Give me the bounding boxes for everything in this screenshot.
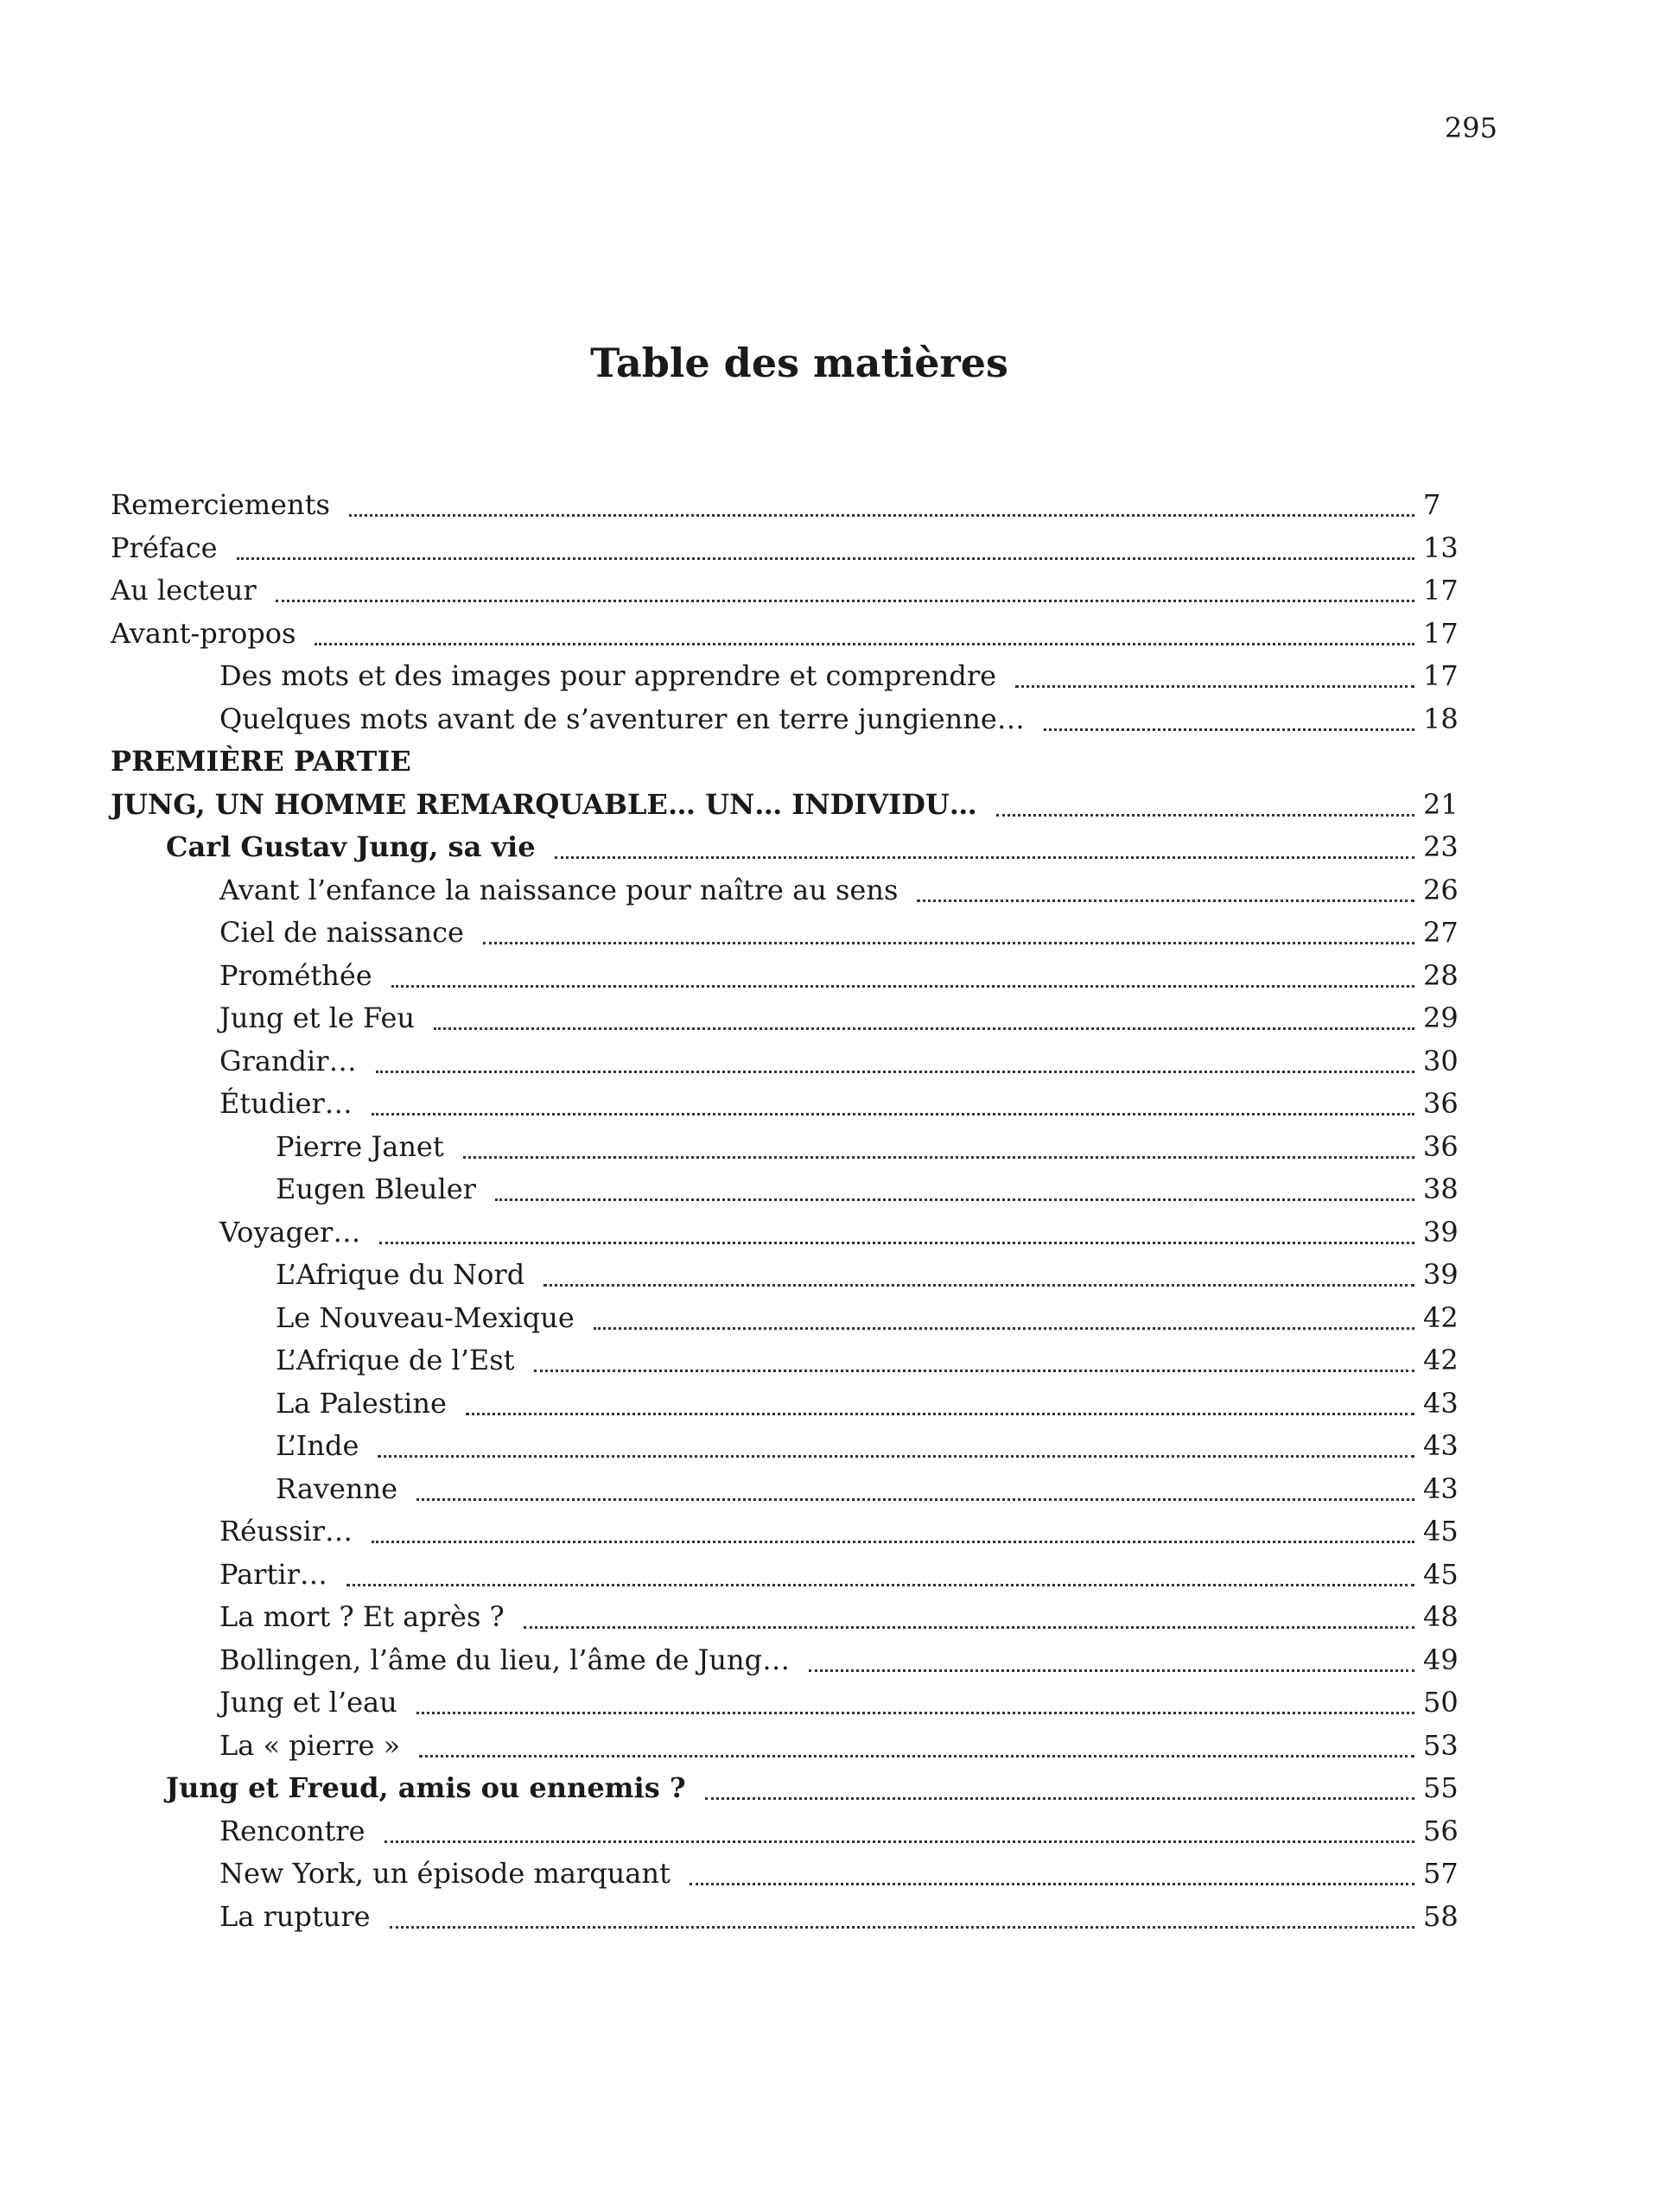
toc-entry-page: 45 xyxy=(1423,1557,1459,1591)
toc-entry-label: L’Afrique de l’Est xyxy=(276,1344,515,1376)
toc-entry[interactable] xyxy=(111,1853,1461,1896)
page-number: 295 xyxy=(1444,111,1497,144)
toc-entry-label: Partir… xyxy=(219,1557,327,1591)
toc-entry[interactable] xyxy=(111,1297,1461,1340)
toc-entry[interactable] xyxy=(111,955,1461,998)
toc-entry-page: 30 xyxy=(1423,1044,1459,1077)
dot-leader xyxy=(391,985,1414,988)
dot-leader xyxy=(349,514,1414,517)
toc-entry-label: JUNG, UN HOMME REMARQUABLE… UN… INDIVIDU… xyxy=(111,787,977,821)
toc-entry-label: La « pierre » xyxy=(219,1728,401,1762)
toc-entry[interactable] xyxy=(111,1681,1461,1725)
dot-leader xyxy=(385,1840,1414,1843)
toc-entry-label: L’Inde xyxy=(276,1429,359,1462)
toc-entry[interactable] xyxy=(111,527,1461,570)
toc-entry[interactable] xyxy=(111,1211,1461,1255)
toc-entry-label: Étudier… xyxy=(219,1087,353,1120)
dot-leader xyxy=(315,643,1414,645)
dot-leader xyxy=(555,856,1414,859)
dot-leader xyxy=(1044,728,1414,731)
toc-entry[interactable] xyxy=(111,826,1461,869)
toc-entry-label: Au lecteur xyxy=(111,574,257,607)
toc-entry[interactable] xyxy=(111,1339,1461,1382)
dot-leader xyxy=(1015,685,1414,688)
dot-leader xyxy=(495,1198,1414,1201)
toc-entry-page: 43 xyxy=(1423,1429,1459,1462)
toc-entry-page: 28 xyxy=(1423,958,1459,992)
dot-leader xyxy=(372,1113,1414,1116)
toc-entry[interactable] xyxy=(111,613,1461,656)
dot-leader xyxy=(434,1027,1414,1030)
toc-entry-page: 48 xyxy=(1423,1600,1459,1633)
toc-entry-page: 39 xyxy=(1423,1258,1459,1291)
toc-entry[interactable] xyxy=(111,1596,1461,1639)
dot-leader xyxy=(466,1413,1414,1415)
toc-entry-label: Préface xyxy=(111,531,218,564)
toc-entry-label: La rupture xyxy=(219,1899,371,1933)
dot-leader xyxy=(543,1284,1414,1287)
toc-entry-label: Ravenne xyxy=(276,1471,398,1505)
dot-leader xyxy=(346,1584,1414,1586)
toc-entry[interactable] xyxy=(111,1254,1461,1297)
toc-entry-page: 17 xyxy=(1423,659,1459,692)
toc-entry-label: Pierre Janet xyxy=(276,1129,444,1163)
toc-entry-page: 43 xyxy=(1423,1386,1459,1420)
toc-entry-label: PREMIÈRE PARTIE xyxy=(111,745,411,778)
toc-entry-page: 38 xyxy=(1423,1173,1459,1205)
toc-entry[interactable] xyxy=(111,1725,1461,1768)
toc-entry-page: 17 xyxy=(1423,574,1459,607)
dot-leader xyxy=(416,1498,1414,1501)
toc-entry[interactable] xyxy=(111,484,1461,527)
toc-entry-page: 36 xyxy=(1423,1087,1459,1120)
toc-entry-page: 18 xyxy=(1423,702,1459,735)
dot-leader xyxy=(390,1926,1414,1929)
toc-entry-label: Remerciements xyxy=(111,488,330,521)
toc-entry-page: 21 xyxy=(1423,787,1459,821)
toc-entry-label: La mort ? Et après ? xyxy=(219,1600,505,1633)
toc-entry[interactable] xyxy=(111,912,1461,955)
toc-entry-label: La Palestine xyxy=(276,1386,447,1420)
toc-entry-page: 23 xyxy=(1423,830,1459,863)
toc-entry[interactable] xyxy=(111,1168,1461,1211)
toc-entry[interactable] xyxy=(111,1083,1461,1126)
table-of-contents xyxy=(111,484,1461,1938)
dot-leader xyxy=(376,1071,1414,1073)
dot-leader xyxy=(917,899,1414,902)
toc-entry[interactable] xyxy=(111,1896,1461,1939)
toc-entry-page: 27 xyxy=(1423,916,1459,949)
toc-entry-label: Bollingen, l’âme du lieu, l’âme de Jung… xyxy=(219,1643,791,1676)
toc-entry-label: Grandir… xyxy=(219,1044,357,1077)
dot-leader xyxy=(524,1626,1414,1629)
toc-entry[interactable] xyxy=(111,1639,1461,1682)
toc-entry-page: 57 xyxy=(1423,1857,1459,1890)
dot-leader xyxy=(379,1242,1414,1244)
toc-entry-page: 50 xyxy=(1423,1686,1459,1719)
dot-leader xyxy=(372,1541,1414,1543)
dot-leader xyxy=(276,600,1414,602)
toc-entry-label: Ciel de naissance xyxy=(219,916,464,949)
page-title: Table des matières xyxy=(590,340,1008,386)
toc-entry[interactable] xyxy=(111,1126,1461,1169)
toc-entry[interactable] xyxy=(111,1425,1461,1468)
toc-entry-label: Eugen Bleuler xyxy=(276,1173,476,1205)
dot-leader xyxy=(809,1669,1414,1672)
toc-entry[interactable] xyxy=(111,1510,1461,1554)
toc-entry[interactable] xyxy=(111,569,1461,613)
toc-entry[interactable] xyxy=(111,741,1461,784)
toc-entry-label: Prométhée xyxy=(219,958,372,992)
toc-entry-page: 43 xyxy=(1423,1471,1459,1505)
dot-leader xyxy=(594,1327,1414,1330)
toc-entry-label: Réussir… xyxy=(219,1515,353,1548)
toc-entry-page: 36 xyxy=(1423,1129,1459,1163)
toc-entry-page: 42 xyxy=(1423,1344,1459,1376)
dot-leader xyxy=(416,1712,1414,1714)
toc-entry-label: Voyager… xyxy=(219,1215,361,1249)
toc-entry-label: Jung et l’eau xyxy=(219,1686,397,1719)
dot-leader xyxy=(996,814,1414,817)
toc-entry-label: Jung et le Feu xyxy=(219,1001,416,1034)
toc-entry[interactable] xyxy=(111,1468,1461,1511)
dot-leader xyxy=(690,1883,1414,1885)
toc-entry-label: Rencontre xyxy=(219,1814,365,1847)
toc-entry-page: 53 xyxy=(1423,1728,1459,1762)
toc-entry-label: Quelques mots avant de s’aventurer en terre jungienne… xyxy=(219,702,1025,735)
toc-entry-label: New York, un épisode marquant xyxy=(219,1857,671,1890)
toc-entry-page: 13 xyxy=(1423,531,1459,564)
toc-entry-label: Jung et Freud, amis ou ennemis ? xyxy=(166,1771,686,1804)
dot-leader xyxy=(237,557,1414,560)
dot-leader xyxy=(705,1797,1414,1800)
toc-entry[interactable] xyxy=(111,1810,1461,1853)
toc-entry[interactable] xyxy=(111,997,1461,1040)
toc-entry-page: 42 xyxy=(1423,1300,1459,1334)
toc-entry[interactable] xyxy=(111,1554,1461,1597)
toc-entry-page: 7 xyxy=(1423,488,1441,521)
toc-entry[interactable] xyxy=(111,1040,1461,1084)
toc-entry[interactable] xyxy=(111,1382,1461,1426)
dot-leader xyxy=(483,942,1414,944)
toc-entry-page: 49 xyxy=(1423,1643,1459,1676)
toc-entry-page: 29 xyxy=(1423,1001,1459,1034)
toc-entry-page: 55 xyxy=(1423,1771,1459,1804)
toc-entry-page: 26 xyxy=(1423,873,1459,906)
toc-entry[interactable] xyxy=(111,1767,1461,1810)
toc-entry-page: 17 xyxy=(1423,616,1459,650)
toc-entry[interactable] xyxy=(111,698,1461,741)
dot-leader xyxy=(534,1370,1414,1372)
dot-leader xyxy=(419,1755,1414,1758)
toc-entry-page: 45 xyxy=(1423,1515,1459,1548)
toc-entry[interactable] xyxy=(111,869,1461,912)
toc-entry-label: Des mots et des images pour apprendre et comprendre xyxy=(219,659,997,692)
toc-entry-label: Avant l’enfance la naissance pour naître au sens xyxy=(219,873,899,906)
toc-entry-label: Le Nouveau-Mexique xyxy=(276,1300,575,1334)
toc-entry-label: Carl Gustav Jung, sa vie xyxy=(166,830,536,863)
dot-leader xyxy=(378,1455,1414,1458)
toc-entry-label: Avant-propos xyxy=(111,616,296,650)
toc-entry-page: 58 xyxy=(1423,1899,1459,1933)
toc-entry[interactable] xyxy=(111,784,1461,827)
toc-entry-page: 56 xyxy=(1423,1814,1459,1847)
dot-leader xyxy=(463,1156,1414,1159)
toc-entry-label: L’Afrique du Nord xyxy=(276,1258,525,1291)
toc-entry-page: 39 xyxy=(1423,1215,1459,1249)
toc-entry[interactable] xyxy=(111,655,1461,698)
